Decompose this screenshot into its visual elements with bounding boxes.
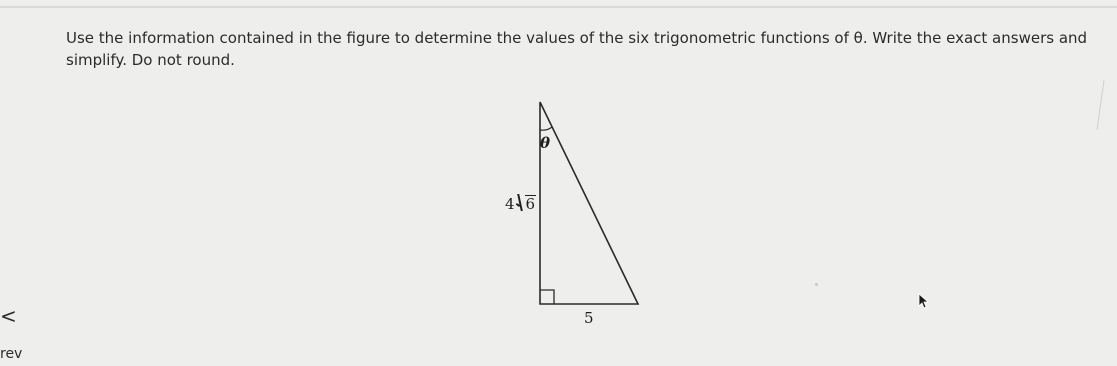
top-divider [0, 6, 1117, 8]
previous-chevron-icon[interactable]: < [0, 304, 17, 328]
decorative-dot [815, 283, 818, 286]
decorative-line [1097, 80, 1105, 130]
question-prompt: Use the information contained in the figure to determine the values of the six trigonometric functions of θ. Write the exact answers and simplify. Do not round. [66, 29, 1088, 69]
mouse-pointer-icon [918, 293, 930, 309]
triangle-outline [540, 102, 638, 304]
theta-label: θ [540, 134, 551, 152]
angle-arc [540, 127, 552, 130]
side-radicand: 6 [525, 195, 536, 213]
sqrt-symbol [516, 195, 537, 213]
vertical-side-label [505, 195, 536, 213]
base-side-label: 5 [584, 309, 594, 327]
triangle-figure [490, 100, 670, 340]
right-triangle-drawing [490, 100, 670, 340]
side-coefficient: 4 [505, 195, 515, 213]
previous-button-label[interactable]: rev [0, 346, 23, 362]
right-angle-marker [540, 290, 554, 304]
